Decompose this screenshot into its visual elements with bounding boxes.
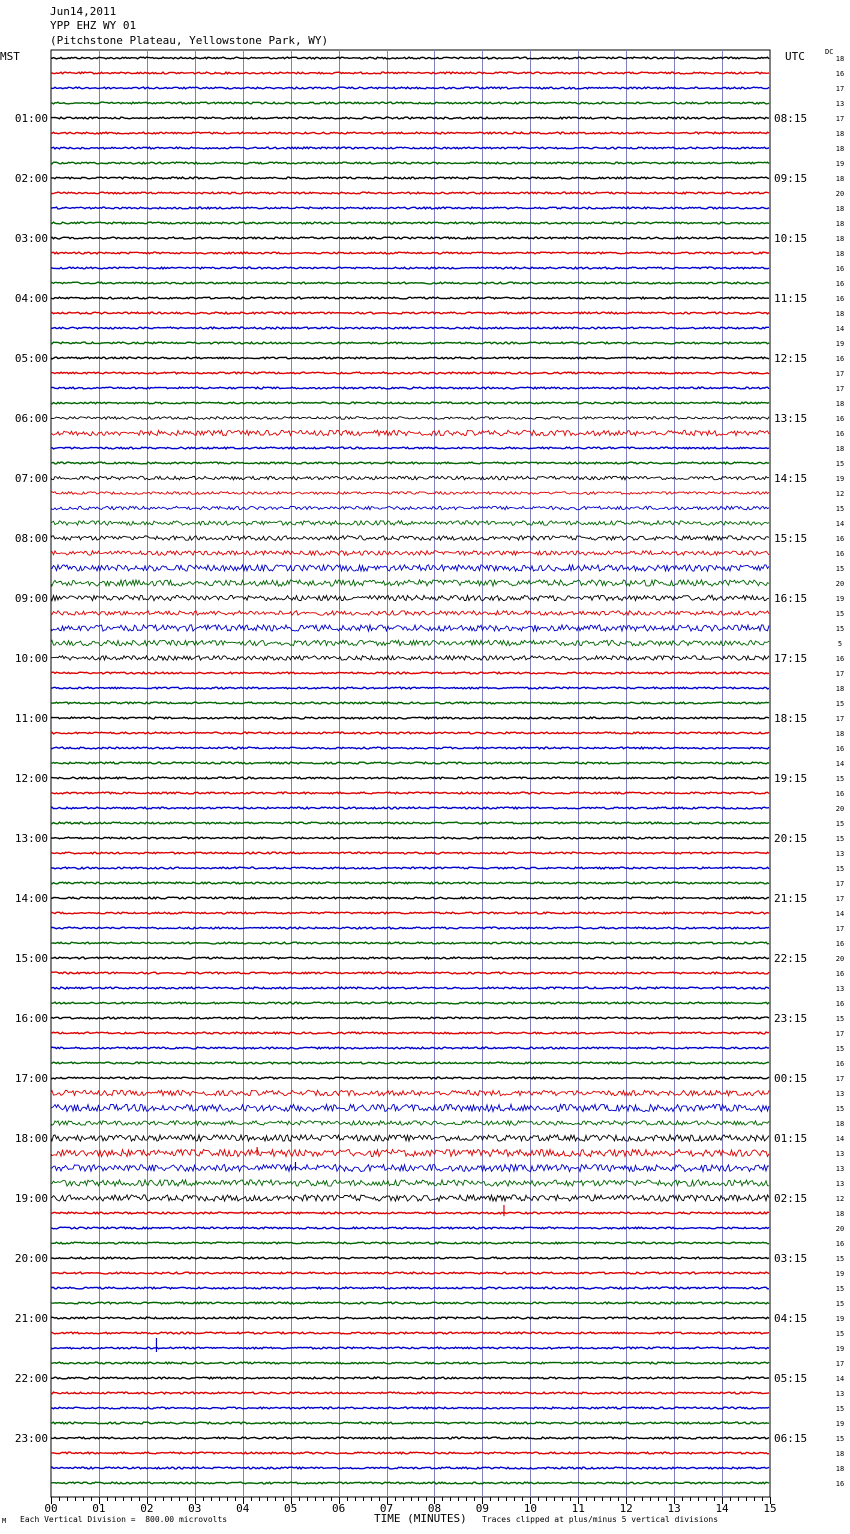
dc-value: 18 <box>835 175 845 183</box>
left-hour-label: 01:00 <box>14 112 48 125</box>
dc-value: 16 <box>835 1240 845 1248</box>
dc-value: 18 <box>835 205 845 213</box>
trace-70 <box>51 1104 769 1111</box>
trace-9 <box>51 192 769 194</box>
dc-value: 18 <box>835 1450 845 1458</box>
trace-38 <box>51 625 769 631</box>
right-hour-label: 13:15 <box>774 412 808 425</box>
trace-8 <box>51 177 769 179</box>
left-hour-label: 15:00 <box>14 952 48 965</box>
left-hour-label: 12:00 <box>14 772 48 785</box>
x-tick-label: 01 <box>92 1502 106 1515</box>
dc-value: 16 <box>835 745 845 753</box>
record-date: Jun14,2011 <box>50 5 117 18</box>
left-hour-label: 03:00 <box>14 232 48 245</box>
dc-value: 18 <box>835 730 845 738</box>
trace-17 <box>51 312 769 314</box>
trace-2 <box>51 87 769 89</box>
dc-value: 18 <box>835 445 845 453</box>
trace-71 <box>51 1121 769 1125</box>
dc-value: 15 <box>835 700 845 708</box>
dc-value: 16 <box>835 940 845 948</box>
dc-value: 18 <box>835 145 845 153</box>
dc-value: 13 <box>835 1150 845 1158</box>
right-hour-label: 17:15 <box>774 652 808 665</box>
dc-value: 19 <box>835 1315 845 1323</box>
trace-15 <box>51 282 769 284</box>
trace-69 <box>51 1090 769 1095</box>
right-hour-label: 15:15 <box>774 532 808 545</box>
dc-value: 16 <box>835 70 845 78</box>
dc-value: 18 <box>835 55 845 63</box>
right-hour-label: 03:15 <box>774 1252 808 1265</box>
left-hour-label: 13:00 <box>14 832 48 845</box>
trace-90 <box>51 1407 769 1409</box>
trace-29 <box>51 492 769 495</box>
trace-group <box>51 57 769 1484</box>
right-hour-label: 23:15 <box>774 1012 808 1025</box>
dc-value: 18 <box>835 220 845 228</box>
trace-59 <box>51 942 769 944</box>
trace-63 <box>51 1002 769 1004</box>
trace-22 <box>51 387 769 389</box>
trace-84 <box>51 1317 769 1319</box>
trace-23 <box>51 402 769 404</box>
dc-value: 15 <box>835 1285 845 1293</box>
trace-18 <box>51 327 769 329</box>
dc-value: 15 <box>835 460 845 468</box>
trace-28 <box>51 476 769 480</box>
trace-74 <box>51 1165 769 1172</box>
trace-43 <box>51 702 769 704</box>
right-hour-label: 11:15 <box>774 292 808 305</box>
right-hour-label: 18:15 <box>774 712 808 725</box>
trace-33 <box>51 551 769 555</box>
right-hour-label: 22:15 <box>774 952 808 965</box>
dc-value: 14 <box>835 760 845 768</box>
right-hour-label: 00:15 <box>774 1072 808 1085</box>
trace-72 <box>51 1135 769 1141</box>
trace-75 <box>51 1180 769 1186</box>
left-hour-label: 19:00 <box>14 1192 48 1205</box>
dc-value: 20 <box>835 580 845 588</box>
dc-value: 18 <box>835 130 845 138</box>
dc-value: 14 <box>835 1135 845 1143</box>
trace-56 <box>51 897 769 899</box>
trace-94 <box>51 1467 769 1469</box>
trace-46 <box>51 747 769 749</box>
dc-value: 15 <box>835 1105 845 1113</box>
dc-value: 16 <box>835 1480 845 1488</box>
dc-value: 13 <box>835 1090 845 1098</box>
x-tick-label: 15 <box>763 1502 777 1515</box>
scale-note: Each Vertical Division = 800.00 microvolts <box>20 1515 228 1524</box>
trace-34 <box>51 565 769 571</box>
trace-77 <box>51 1212 769 1214</box>
trace-44 <box>51 717 769 719</box>
trace-50 <box>51 807 769 809</box>
left-hour-label: 22:00 <box>14 1372 48 1385</box>
dc-value: 15 <box>835 610 845 618</box>
x-tick-label: 05 <box>284 1502 298 1515</box>
trace-85 <box>51 1332 769 1334</box>
dc-value: 14 <box>835 1375 845 1383</box>
dc-value: 13 <box>835 985 845 993</box>
trace-16 <box>51 297 769 299</box>
trace-62 <box>51 987 769 989</box>
trace-5 <box>51 132 769 134</box>
dc-value: 14 <box>835 325 845 333</box>
right-hour-label: 10:15 <box>774 232 808 245</box>
x-axis-title: TIME (MINUTES) <box>374 1512 467 1525</box>
dc-value: 17 <box>835 1360 845 1368</box>
trace-79 <box>51 1242 769 1244</box>
dc-value: 15 <box>835 505 845 513</box>
trace-73 <box>51 1149 769 1156</box>
dc-value: 14 <box>835 520 845 528</box>
dc-value: 20 <box>835 955 845 963</box>
dc-value: 18 <box>835 310 845 318</box>
dc-value: 17 <box>835 1075 845 1083</box>
trace-40 <box>51 656 769 660</box>
dc-value: 15 <box>835 565 845 573</box>
x-tick-label: 02 <box>140 1502 154 1515</box>
dc-value: 19 <box>835 475 845 483</box>
dc-value: 13 <box>835 1390 845 1398</box>
trace-1 <box>51 72 769 74</box>
trace-12 <box>51 237 769 239</box>
x-tick-label: 10 <box>523 1502 537 1515</box>
dc-value: 16 <box>835 970 845 978</box>
right-timezone-label: UTC <box>785 50 805 63</box>
trace-32 <box>51 536 769 540</box>
dc-value: 19 <box>835 1345 845 1353</box>
dc-value: 19 <box>835 1420 845 1428</box>
trace-82 <box>51 1287 769 1289</box>
trace-47 <box>51 762 769 764</box>
trace-64 <box>51 1017 769 1019</box>
trace-21 <box>51 372 769 374</box>
trace-67 <box>51 1062 769 1064</box>
x-tick-label: 09 <box>475 1502 490 1515</box>
dc-value: 16 <box>835 655 845 663</box>
trace-55 <box>51 882 769 884</box>
trace-81 <box>51 1272 769 1274</box>
trace-95 <box>51 1482 769 1484</box>
dc-value: 15 <box>835 835 845 843</box>
left-hour-label: 02:00 <box>14 172 48 185</box>
x-tick-label: 14 <box>715 1502 729 1515</box>
right-hour-label: 16:15 <box>774 592 808 605</box>
trace-91 <box>51 1422 769 1424</box>
dc-value: 15 <box>835 1255 845 1263</box>
trace-52 <box>51 837 769 839</box>
dc-value: 17 <box>835 1030 845 1038</box>
right-hour-label: 02:15 <box>774 1192 808 1205</box>
trace-60 <box>51 957 769 959</box>
dc-value: 15 <box>835 1015 845 1023</box>
left-hour-label: 04:00 <box>14 292 48 305</box>
dc-value: 17 <box>835 715 845 723</box>
trace-7 <box>51 162 769 164</box>
left-hour-label: 06:00 <box>14 412 48 425</box>
right-hour-label: 06:15 <box>774 1432 808 1445</box>
trace-78 <box>51 1227 769 1229</box>
trace-48 <box>51 777 769 779</box>
left-timezone-label: MST <box>0 50 20 63</box>
dc-value: 13 <box>835 100 845 108</box>
x-tick-label: 08 <box>427 1502 442 1515</box>
dc-value: 16 <box>835 535 845 543</box>
trace-57 <box>51 912 769 914</box>
dc-value: 15 <box>835 625 845 633</box>
left-hour-label: 10:00 <box>14 652 48 665</box>
left-hour-label: 14:00 <box>14 892 48 905</box>
x-tick-label: 00 <box>44 1502 58 1515</box>
clip-note: Traces clipped at plus/minus 5 vertical divisions <box>482 1515 719 1524</box>
x-tick-label: 03 <box>188 1502 202 1515</box>
dc-value: 15 <box>835 1330 845 1338</box>
right-hour-label: 14:15 <box>774 472 808 485</box>
dc-value: 16 <box>835 295 845 303</box>
dc-value: 16 <box>835 280 845 288</box>
right-hour-label: 20:15 <box>774 832 808 845</box>
dc-value: 12 <box>835 490 845 498</box>
right-hour-label: 05:15 <box>774 1372 808 1385</box>
dc-offset-header: DC <box>825 48 834 56</box>
dc-value: 15 <box>835 1045 845 1053</box>
trace-41 <box>51 672 769 674</box>
dc-value: 17 <box>835 880 845 888</box>
trace-4 <box>51 117 769 119</box>
trace-25 <box>51 430 769 435</box>
left-hour-label: 21:00 <box>14 1312 48 1325</box>
left-hour-label: 16:00 <box>14 1012 48 1025</box>
trace-13 <box>51 252 769 254</box>
dc-value: 19 <box>835 1270 845 1278</box>
left-hour-label: 23:00 <box>14 1432 48 1445</box>
trace-61 <box>51 972 769 974</box>
dc-value: 15 <box>835 775 845 783</box>
dc-value: 19 <box>835 160 845 168</box>
trace-39 <box>51 640 769 645</box>
right-hour-label: 19:15 <box>774 772 808 785</box>
x-tick-label: 06 <box>331 1502 346 1515</box>
trace-19 <box>51 342 769 344</box>
trace-92 <box>51 1437 769 1439</box>
trace-31 <box>51 521 769 525</box>
dc-value: 17 <box>835 670 845 678</box>
trace-66 <box>51 1047 769 1049</box>
trace-26 <box>51 447 769 449</box>
station-location: (Pitchstone Plateau, Yellowstone Park, WY) <box>50 34 329 47</box>
trace-35 <box>51 580 769 586</box>
trace-0 <box>51 57 769 59</box>
dc-value: 20 <box>835 190 845 198</box>
dc-value: 17 <box>835 370 845 378</box>
trace-45 <box>51 732 769 734</box>
dc-value: 16 <box>835 265 845 273</box>
right-hour-label: 01:15 <box>774 1132 808 1145</box>
station-code: YPP EHZ WY 01 <box>50 19 137 32</box>
dc-value: 17 <box>835 895 845 903</box>
trace-58 <box>51 927 769 929</box>
dc-value: 12 <box>835 1195 845 1203</box>
dc-value: 20 <box>835 805 845 813</box>
trace-20 <box>51 357 769 359</box>
dc-value: 18 <box>835 250 845 258</box>
trace-6 <box>51 147 769 149</box>
left-hour-label: 17:00 <box>14 1072 48 1085</box>
x-tick-label: 04 <box>236 1502 250 1515</box>
dc-value: 18 <box>835 1210 845 1218</box>
trace-53 <box>51 852 769 854</box>
left-hour-label: 05:00 <box>14 352 48 365</box>
trace-36 <box>51 595 769 600</box>
right-hour-label: 12:15 <box>774 352 808 365</box>
dc-value: 18 <box>835 685 845 693</box>
trace-49 <box>51 792 769 794</box>
trace-83 <box>51 1302 769 1304</box>
trace-3 <box>51 102 769 104</box>
dc-value: 13 <box>835 1180 845 1188</box>
right-hour-label: 09:15 <box>774 172 808 185</box>
x-tick-label: 13 <box>667 1502 681 1515</box>
trace-93 <box>51 1452 769 1454</box>
trace-87 <box>51 1362 769 1364</box>
dc-value: 15 <box>835 1405 845 1413</box>
dc-value: 16 <box>835 415 845 423</box>
trace-37 <box>51 611 769 615</box>
x-tick-label: 11 <box>571 1502 585 1515</box>
left-hour-label: 09:00 <box>14 592 48 605</box>
left-hour-label: 20:00 <box>14 1252 48 1265</box>
trace-54 <box>51 867 769 869</box>
dc-value: 13 <box>835 850 845 858</box>
left-hour-label: 18:00 <box>14 1132 48 1145</box>
left-hour-label: 08:00 <box>14 532 48 545</box>
right-hour-label: 04:15 <box>774 1312 808 1325</box>
dc-value: 19 <box>835 340 845 348</box>
dc-value: 16 <box>835 430 845 438</box>
left-hour-label: 11:00 <box>14 712 48 725</box>
trace-51 <box>51 822 769 824</box>
dc-value: 16 <box>835 1060 845 1068</box>
corner-mark: M <box>2 1517 7 1525</box>
dc-value: 19 <box>835 595 845 603</box>
trace-89 <box>51 1392 769 1394</box>
dc-value: 18 <box>835 1465 845 1473</box>
dc-value: 17 <box>835 385 845 393</box>
dc-value: 15 <box>835 820 845 828</box>
trace-27 <box>51 462 769 464</box>
right-hour-label: 08:15 <box>774 112 808 125</box>
trace-65 <box>51 1032 769 1034</box>
dc-value: 14 <box>835 910 845 918</box>
trace-10 <box>51 207 769 209</box>
dc-value: 18 <box>835 1120 845 1128</box>
dc-value: 18 <box>835 400 845 408</box>
trace-80 <box>51 1257 769 1259</box>
trace-42 <box>51 687 769 689</box>
trace-68 <box>51 1077 769 1079</box>
dc-value: 17 <box>835 115 845 123</box>
trace-24 <box>51 417 769 420</box>
dc-value: 17 <box>835 925 845 933</box>
trace-30 <box>51 506 769 510</box>
dc-value: 13 <box>835 1165 845 1173</box>
dc-value: 18 <box>835 235 845 243</box>
dc-value: 20 <box>835 1225 845 1233</box>
dc-value: 17 <box>835 85 845 93</box>
trace-11 <box>51 222 769 224</box>
x-tick-label: 07 <box>379 1502 394 1515</box>
dc-value: 16 <box>835 355 845 363</box>
left-hour-label: 07:00 <box>14 472 48 485</box>
dc-value: 15 <box>835 865 845 873</box>
dc-value: 16 <box>835 550 845 558</box>
trace-76 <box>51 1195 769 1201</box>
dc-value: 5 <box>837 640 843 648</box>
trace-86 <box>51 1347 769 1349</box>
dc-value: 16 <box>835 790 845 798</box>
dc-value: 16 <box>835 1000 845 1008</box>
dc-value: 15 <box>835 1300 845 1308</box>
trace-88 <box>51 1377 769 1379</box>
trace-14 <box>51 267 769 269</box>
right-hour-label: 21:15 <box>774 892 808 905</box>
dc-value: 15 <box>835 1435 845 1443</box>
x-tick-label: 12 <box>619 1502 633 1515</box>
